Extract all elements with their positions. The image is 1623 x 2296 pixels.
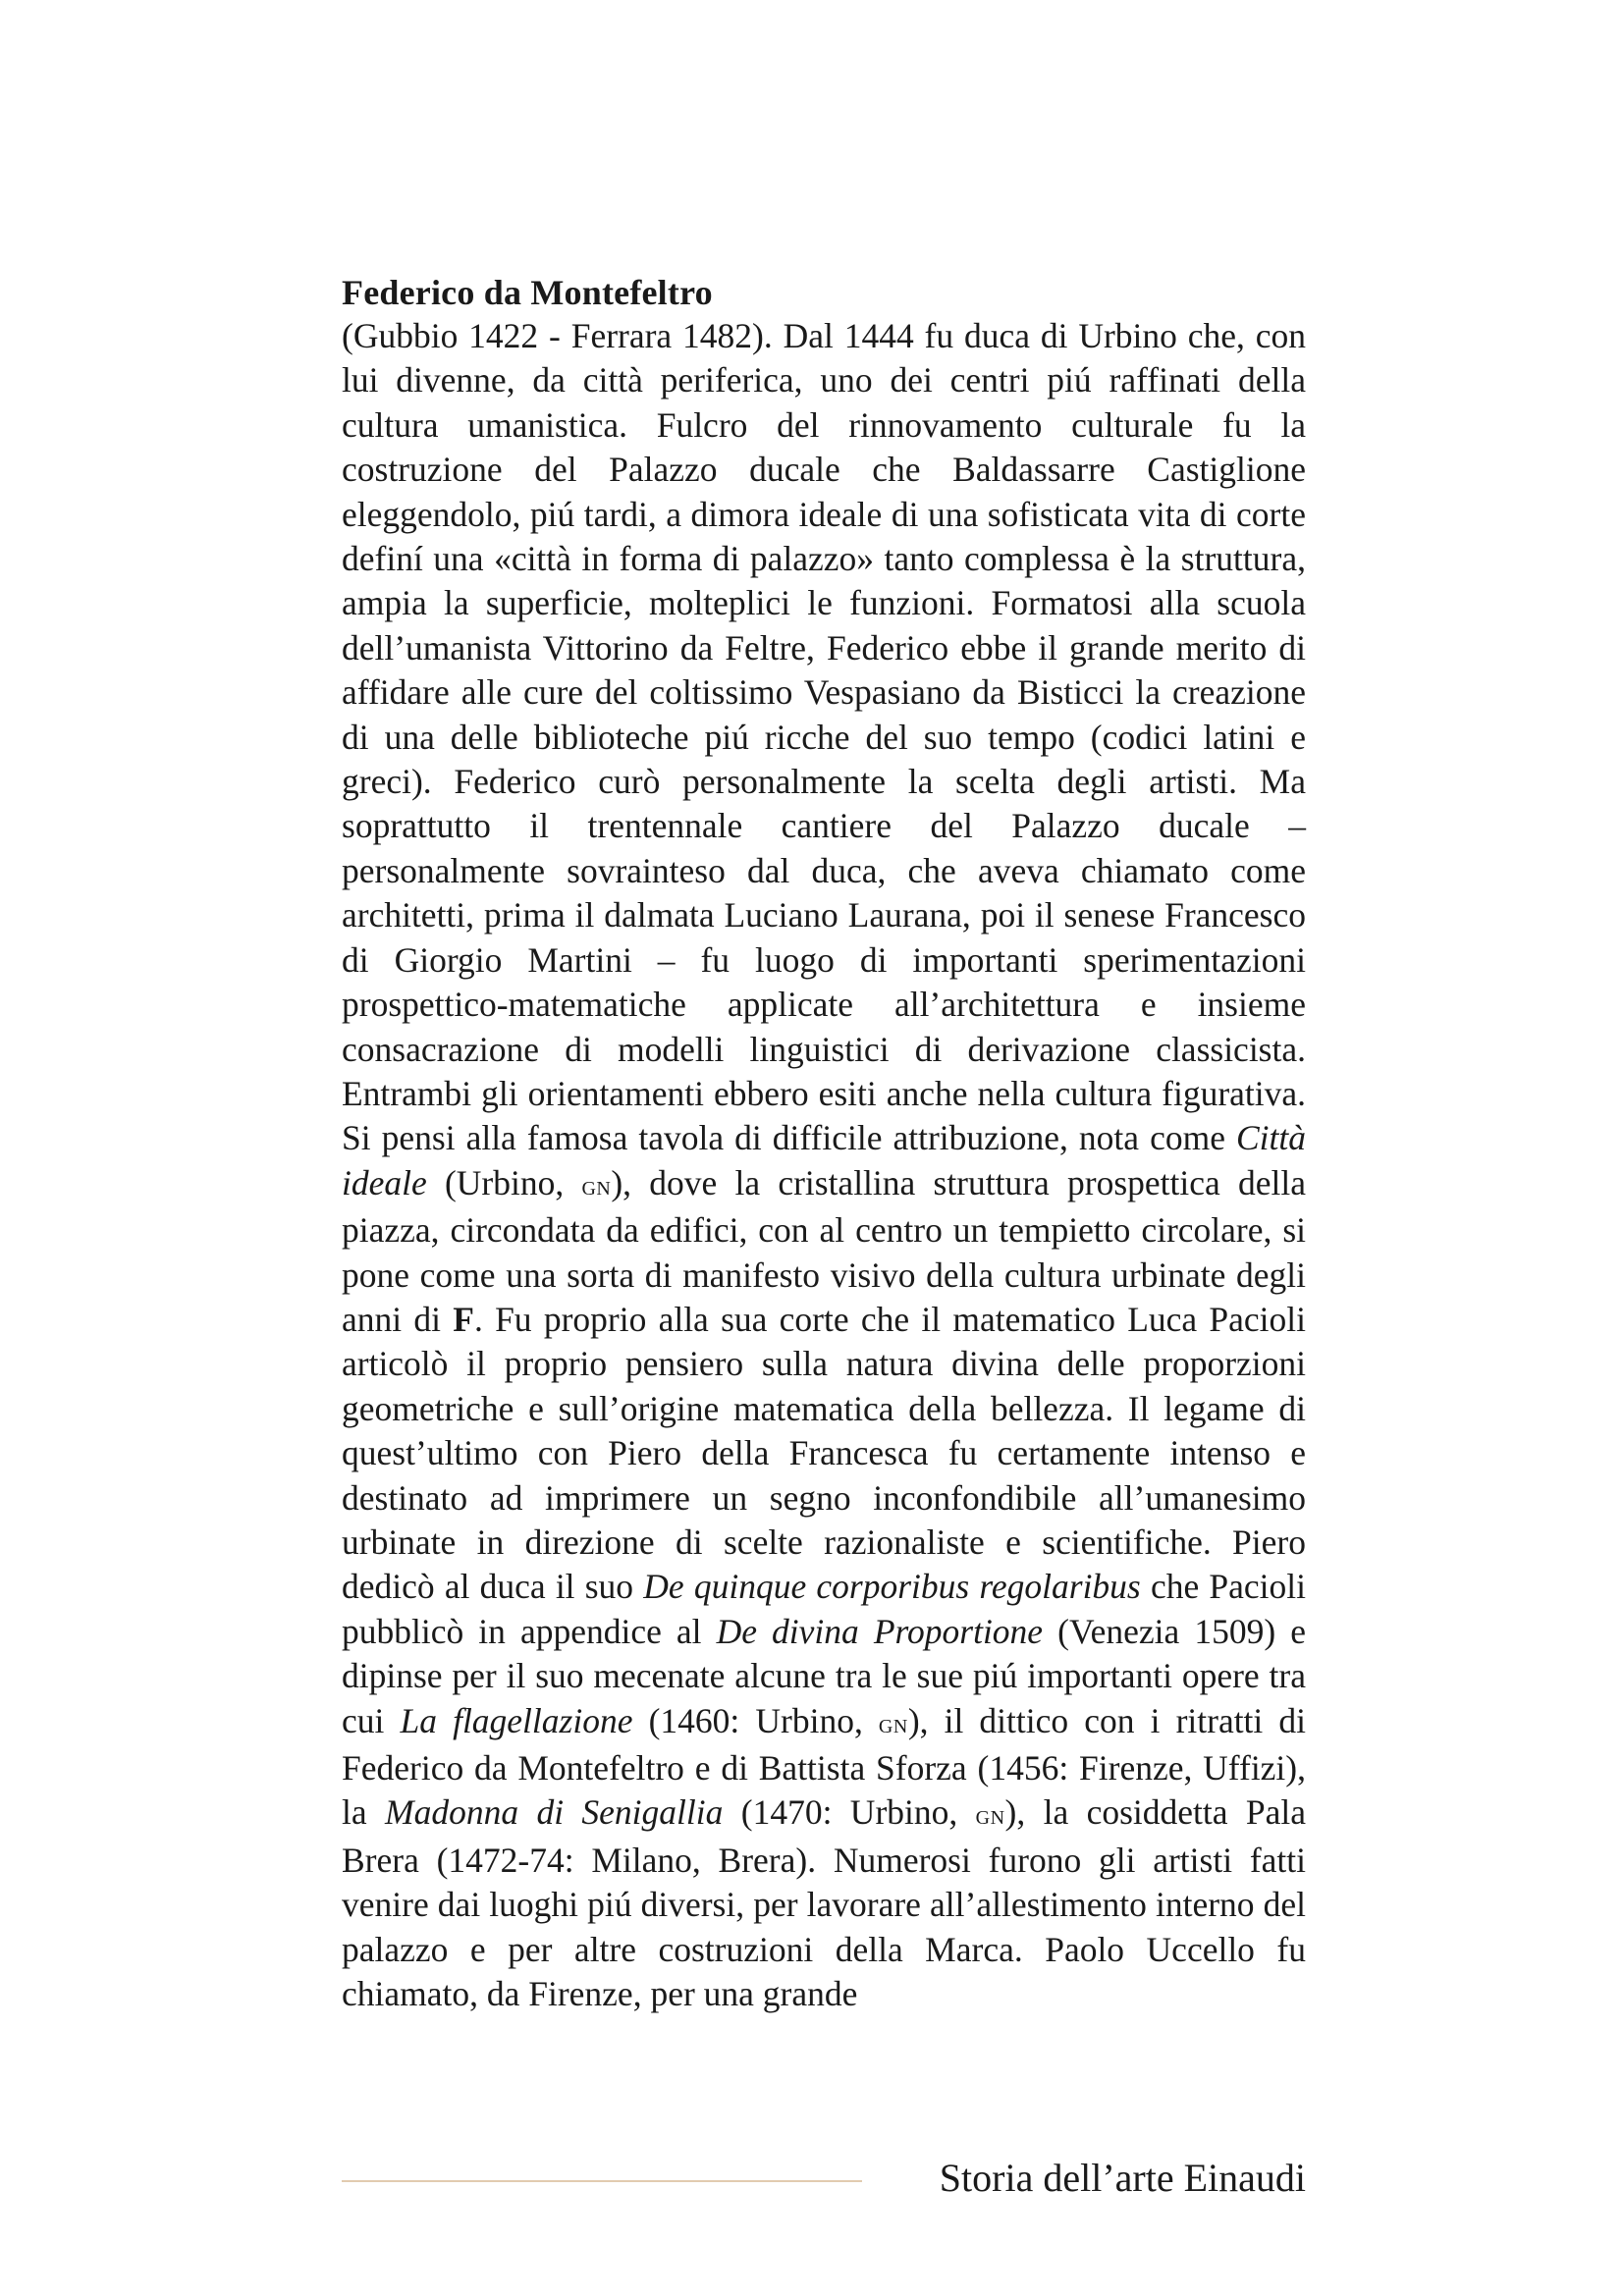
footer-divider [342,2180,862,2182]
abbreviation-text: gn [581,1169,612,1201]
italic-title-text: La flagellazione [400,1700,633,1740]
encyclopedia-entry [342,271,1306,2016]
body-text: che Pacioli pubblicò in appendice al [342,1567,1306,1651]
body-text: ), dove la cristallina struttura prospettica della piazza, circondata da edifici, con al centro un tempietto circolare, si pone come una sorta di manifesto visivo della cultura urbinate degli anni di [342,1162,1306,1339]
italic-title-text: Madonna di Senigallia [385,1792,724,1833]
body-text: ), la cosiddetta Pala Brera (1472-74: Milano, Brera). Numerosi furono gli artisti fatti venire dai luoghi piú diversi, per lavorare all’allestimento interno del palazzo e per altre costruzioni della Marca. Paolo Uccello fu chiamato, da Firenze, per una grande [342,1792,1306,2014]
body-text: ), il dittico con i ritratti di Federico da Montefeltro e di Battista Sforza (1456: Firenze, Uffizi), la [342,1700,1306,1833]
body-text: (Venezia 1509) e dipinse per il suo mecenate alcune tra le sue piú importanti opere tra cui [342,1611,1306,1740]
italic-title-text: Città ideale [342,1118,1306,1202]
entry-body [342,314,1306,2016]
entry-title: Federico da Montefeltro [342,273,713,312]
body-text: (1470: Urbino, [723,1792,976,1833]
abbreviation-text: gn [975,1799,1005,1832]
body-text: (Gubbio 1422 - Ferrara 1482). Dal 1444 fu duca di Urbino che, con lui divenne, da città periferica, uno dei centri piú raffinati della cultura umanistica. Fulcro del rinnovamento culturale fu la costruzione del Palazzo ducale che Baldassarre Castiglione eleggendolo, piú tardi, a dimora ideale di una sofisticata vita di corte definí una «città in forma di palazzo» tanto complessa è la struttura, ampia la superficie, molteplici le funzioni. Formatosi alla scuola dell’umanista Vittorino da Feltre, Federico ebbe il grande merito di affidare alle cure del coltissimo Vespasiano da Bisticci la creazione di una delle biblioteche piú ricche del suo tempo (codici latini e greci). Federico curò personalmente la scelta degli artisti. Ma soprattutto il trentennale cantiere del Palazzo ducale – personalmente sovrainteso dal duca, che aveva chiamato come architetti, prima il dalmata Luciano Laurana, poi il senese Francesco di Giorgio Martini – fu luogo di importanti sperimentazioni prospettico-matematiche applicate all’architettura e insieme consacrazione di modelli linguistici di derivazione classicista. Entrambi gli orientamenti ebbero esiti anche nella cultura figurativa. Si pensi alla famosa tavola di difficile attribuzione, nota come [342,316,1306,1158]
italic-title-text: De divina Proportione [716,1611,1044,1651]
italic-title-text: De quinque corporibus regolaribus [643,1567,1141,1607]
body-text: (Urbino, [426,1162,582,1202]
bold-initial-text: F [453,1299,474,1339]
body-text: . Fu proprio alla sua corte che il matematico Luca Pacioli articolò il proprio pensiero sulla natura divina delle proporzioni geometriche e sull’origine matematica della bellezza. Il legame di quest’ultimo con Piero della Francesca fu certamente intenso e destinato ad imprimere un segno inconfondibile all’umanesimo urbinate in direzione di scelte razionaliste e scientifiche. Piero dedicò al duca il suo [342,1299,1306,1607]
abbreviation-text: gn [878,1707,908,1739]
footer-brand: Storia dell’arte Einaudi [939,2156,1306,2200]
body-text: (1460: Urbino, [632,1700,879,1740]
